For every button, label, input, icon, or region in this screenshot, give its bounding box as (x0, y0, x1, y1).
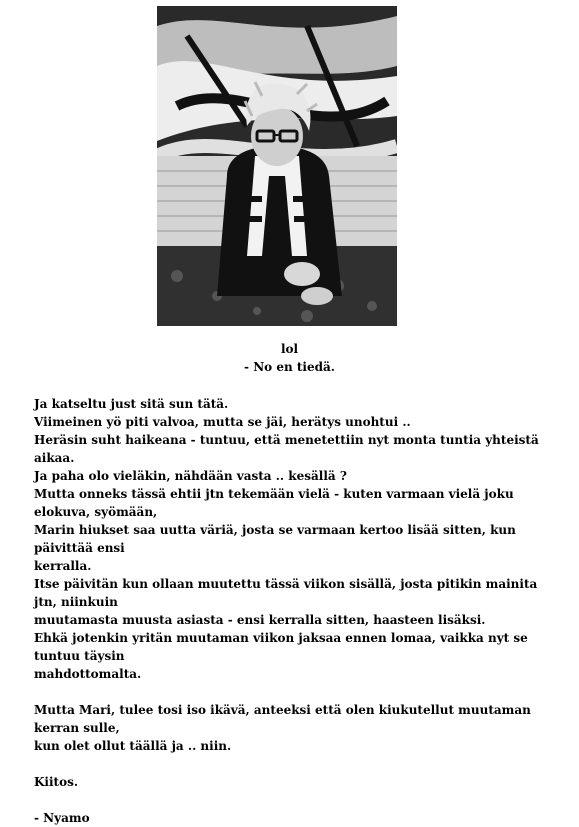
post-line: Itse päivitän kun ollaan muutettu tässä viikon sisällä, josta pitikin mainita jtn, niinkuin (34, 577, 538, 609)
post-line: Heräsin suht haikeana - tuntuu, että menetettiin nyt monta tuntia yhteistä aikaa. (34, 433, 539, 465)
post-line: Viimeinen yö piti valvoa, mutta se jäi, herätys unohtui .. (34, 415, 411, 429)
post-line: Ja katseltu just sitä sun tätä. (34, 397, 229, 411)
blog-photo (157, 6, 397, 326)
post-line: Ja paha olo vieläkin, nähdään vasta .. kesällä ? (34, 469, 347, 483)
post-line: Mutta onneks tässä ehtii jtn tekemään vielä - kuten varmaan vielä joku elokuva, syömään, (34, 487, 514, 519)
paragraph-gap (34, 791, 554, 809)
person-photo-icon (157, 6, 397, 326)
post-line: kun olet ollut täällä ja .. niin. (34, 739, 232, 753)
photo-caption-subtitle: - No en tiedä. (244, 360, 335, 374)
post-thanks: Kiitos. (34, 775, 79, 789)
paragraph-gap (34, 755, 554, 773)
blog-post-body (34, 395, 554, 827)
post-line: Ehkä jotenkin yritän muutaman viikon jaksaa ennen lomaa, vaikka nyt se tuntuu täysin (34, 631, 528, 663)
post-line: muutamasta muusta asiasta - ensi kerralla sitten, haasteen lisäksi. (34, 613, 486, 627)
post-line: Marin hiukset saa uutta väriä, josta se varmaan kertoo lisää sitten, kun päivittää ensi (34, 523, 516, 555)
paragraph-gap (34, 683, 554, 701)
post-line: kerralla. (34, 559, 92, 573)
post-signature: - Nyamo (34, 811, 90, 825)
post-line: Mutta Mari, tulee tosi iso ikävä, anteeksi että olen kiukutellut muutaman kerran sulle, (34, 703, 531, 735)
post-line: mahdottomalta. (34, 667, 142, 681)
photo-caption-title: lol (280, 342, 299, 356)
